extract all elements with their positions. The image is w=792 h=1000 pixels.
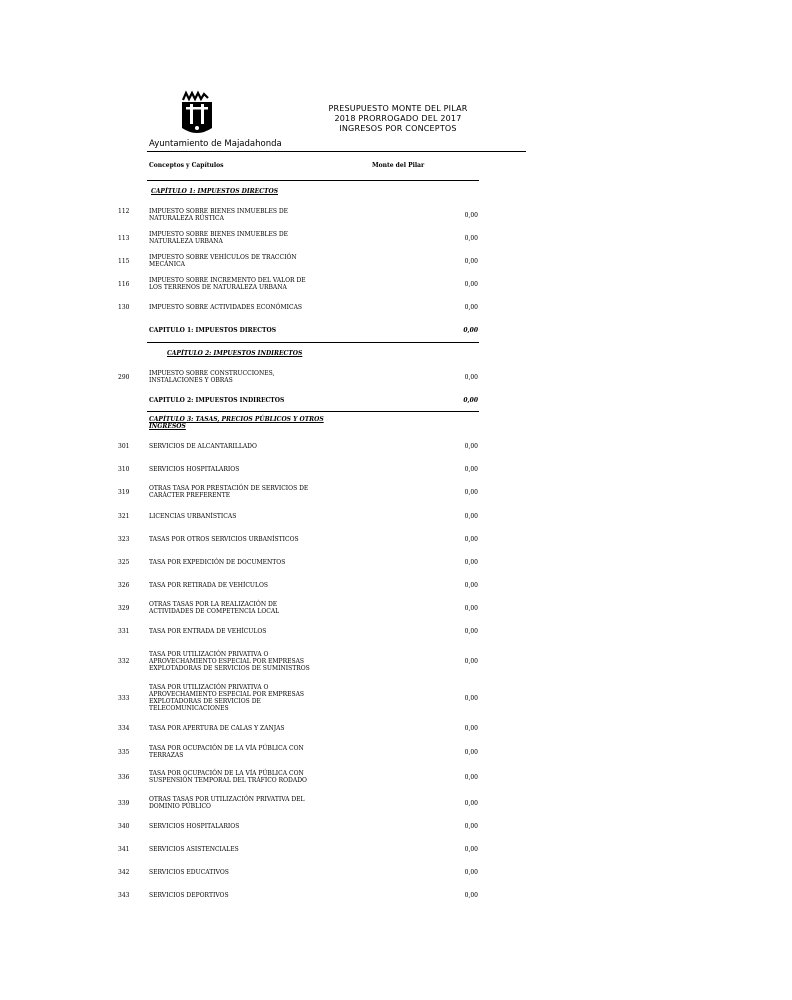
row-description: SERVICIOS EDUCATIVOS xyxy=(149,869,229,876)
title-line-1: PRESUPUESTO MONTE DEL PILAR xyxy=(328,104,468,113)
row-code: 116 xyxy=(118,281,130,288)
row-value: 0,00 xyxy=(464,869,478,876)
row-value: 0,00 xyxy=(464,258,478,265)
chapter-1-title: CAPÍTULO 1: IMPUESTOS DIRECTOS xyxy=(151,188,279,195)
row-code: 326 xyxy=(118,582,130,589)
row-description: TASAS POR OTROS SERVICIOS URBANÍSTICOS xyxy=(149,536,299,543)
row-description: SERVICIOS DEPORTIVOS xyxy=(149,892,229,899)
row-value: 0,00 xyxy=(464,443,478,450)
row-code: 339 xyxy=(118,800,130,807)
row-description: SERVICIOS HOSPITALARIOS xyxy=(149,466,240,473)
title-line-3: INGRESOS POR CONCEPTOS xyxy=(339,124,457,133)
row-description: TASA POR OCUPACIÓN DE LA VÍA PÚBLICA CON TERRAZAS xyxy=(149,745,304,759)
total-value: 0,00 xyxy=(463,397,478,404)
chapter-3-title-line-2: INGRESOS xyxy=(149,423,186,430)
row-value: 0,00 xyxy=(464,281,478,288)
row-value: 0,00 xyxy=(464,212,478,219)
row-description: SERVICIOS ASISTENCIALES xyxy=(149,846,239,853)
row-description: SERVICIOS HOSPITALARIOS xyxy=(149,823,240,830)
document-title xyxy=(298,104,498,134)
row-description: IMPUESTO SOBRE BIENES INMUEBLES DE NATURALEZA RÚSTICA xyxy=(149,208,289,222)
row-value: 0,00 xyxy=(464,658,478,665)
row-description: LICENCIAS URBANÍSTICAS xyxy=(149,513,237,520)
row-value: 0,00 xyxy=(464,749,478,756)
chapter-3-title xyxy=(149,416,324,430)
row-value: 0,00 xyxy=(464,304,478,311)
total-value: 0,00 xyxy=(463,327,478,334)
row-description: OTRAS TASAS POR UTILIZACIÓN PRIVATIVA DEL DOMINIO PÚBLICO xyxy=(149,796,305,810)
row-code: 310 xyxy=(118,466,130,473)
row-description: IMPUESTO SOBRE CONSTRUCCIONES, INSTALACIONES Y OBRAS xyxy=(149,370,275,384)
chapter-1-rule xyxy=(147,342,479,343)
row-code: 113 xyxy=(118,235,130,242)
row-value: 0,00 xyxy=(464,695,478,702)
row-code: 343 xyxy=(118,892,130,899)
column-header-rule xyxy=(147,180,479,181)
row-code: 112 xyxy=(118,208,130,215)
row-value: 0,00 xyxy=(464,774,478,781)
row-code: 335 xyxy=(118,749,130,756)
header-rule xyxy=(147,151,526,152)
row-description: IMPUESTO SOBRE VEHÍCULOS DE TRACCIÓN MECÁNICA xyxy=(149,254,297,268)
row-value: 0,00 xyxy=(464,823,478,830)
row-description: TASA POR APERTURA DE CALAS Y ZANJAS xyxy=(149,725,285,732)
row-value: 0,00 xyxy=(464,536,478,543)
row-code: 319 xyxy=(118,489,130,496)
row-code: 342 xyxy=(118,869,130,876)
row-description: TASA POR UTILIZACIÓN PRIVATIVA O APROVECHAMIENTO ESPECIAL POR EMPRESAS EXPLOTADORAS DE SERVICIOS DE TELECOMUNICACIONES xyxy=(149,684,305,712)
row-value: 0,00 xyxy=(464,846,478,853)
row-value: 0,00 xyxy=(464,582,478,589)
column-header-value: Monte del Pilar xyxy=(372,162,425,169)
row-code: 340 xyxy=(118,823,130,830)
row-description: IMPUESTO SOBRE BIENES INMUEBLES DE NATURALEZA URBANA xyxy=(149,231,289,245)
row-value: 0,00 xyxy=(464,374,478,381)
row-description: IMPUESTO SOBRE INCREMENTO DEL VALOR DE LOS TERRENOS DE NATURALEZA URBANA xyxy=(149,277,306,291)
row-value: 0,00 xyxy=(464,800,478,807)
row-code: 336 xyxy=(118,774,130,781)
title-line-2: 2018 PRORROGADO DEL 2017 xyxy=(334,114,462,123)
row-value: 0,00 xyxy=(464,892,478,899)
row-code: 301 xyxy=(118,443,130,450)
chapter-2-title: CAPÍTULO 2: IMPUESTOS INDIRECTOS xyxy=(167,350,303,357)
row-description: TASA POR UTILIZACIÓN PRIVATIVA O APROVECHAMIENTO ESPECIAL POR EMPRESAS EXPLOTADORAS DE SERVICIOS DE SUMINISTROS xyxy=(149,651,310,672)
row-value: 0,00 xyxy=(464,605,478,612)
municipal-crest-logo xyxy=(180,90,214,138)
total-label: CAPITULO 1: IMPUESTOS DIRECTOS xyxy=(149,327,277,334)
row-description: SERVICIOS DE ALCANTARILLADO xyxy=(149,443,257,450)
column-header-concepts: Conceptos y Capítulos xyxy=(149,162,224,169)
row-description: TASA POR ENTRADA DE VEHÍCULOS xyxy=(149,628,267,635)
row-value: 0,00 xyxy=(464,513,478,520)
row-code: 333 xyxy=(118,695,130,702)
organization-name: Ayuntamiento de Majadahonda xyxy=(149,139,282,149)
row-code: 115 xyxy=(118,258,130,265)
row-code: 325 xyxy=(118,559,130,566)
row-description: IMPUESTO SOBRE ACTIVIDADES ECONÓMICAS xyxy=(149,304,303,311)
row-code: 329 xyxy=(118,605,130,612)
row-description: TASA POR OCUPACIÓN DE LA VÍA PÚBLICA CON SUSPENSIÓN TEMPORAL DEL TRÁFICO RODADO xyxy=(149,770,307,784)
row-description: OTRAS TASA POR PRESTACIÓN DE SERVICIOS DE CARÁCTER PREFERENTE xyxy=(149,485,309,499)
row-code: 130 xyxy=(118,304,130,311)
row-description: TASA POR RETIRADA DE VEHÍCULOS xyxy=(149,582,268,589)
chapter-3-title-line-1: CAPÍTULO 3: TASAS, PRECIOS PÚBLICOS Y OTROS xyxy=(149,416,324,423)
row-value: 0,00 xyxy=(464,489,478,496)
row-code: 290 xyxy=(118,374,130,381)
row-value: 0,00 xyxy=(464,725,478,732)
row-code: 331 xyxy=(118,628,130,635)
row-code: 334 xyxy=(118,725,130,732)
row-code: 341 xyxy=(118,846,130,853)
row-code: 332 xyxy=(118,658,130,665)
row-value: 0,00 xyxy=(464,559,478,566)
row-code: 323 xyxy=(118,536,130,543)
row-description: OTRAS TASAS POR LA REALIZACIÓN DE ACTIVIDADES DE COMPETENCIA LOCAL xyxy=(149,601,280,615)
row-value: 0,00 xyxy=(464,235,478,242)
row-code: 321 xyxy=(118,513,130,520)
row-value: 0,00 xyxy=(464,466,478,473)
row-value: 0,00 xyxy=(464,628,478,635)
chapter-2-rule xyxy=(147,411,479,412)
total-label: CAPITULO 2: IMPUESTOS INDIRECTOS xyxy=(149,397,285,404)
row-description: TASA POR EXPEDICIÓN DE DOCUMENTOS xyxy=(149,559,286,566)
